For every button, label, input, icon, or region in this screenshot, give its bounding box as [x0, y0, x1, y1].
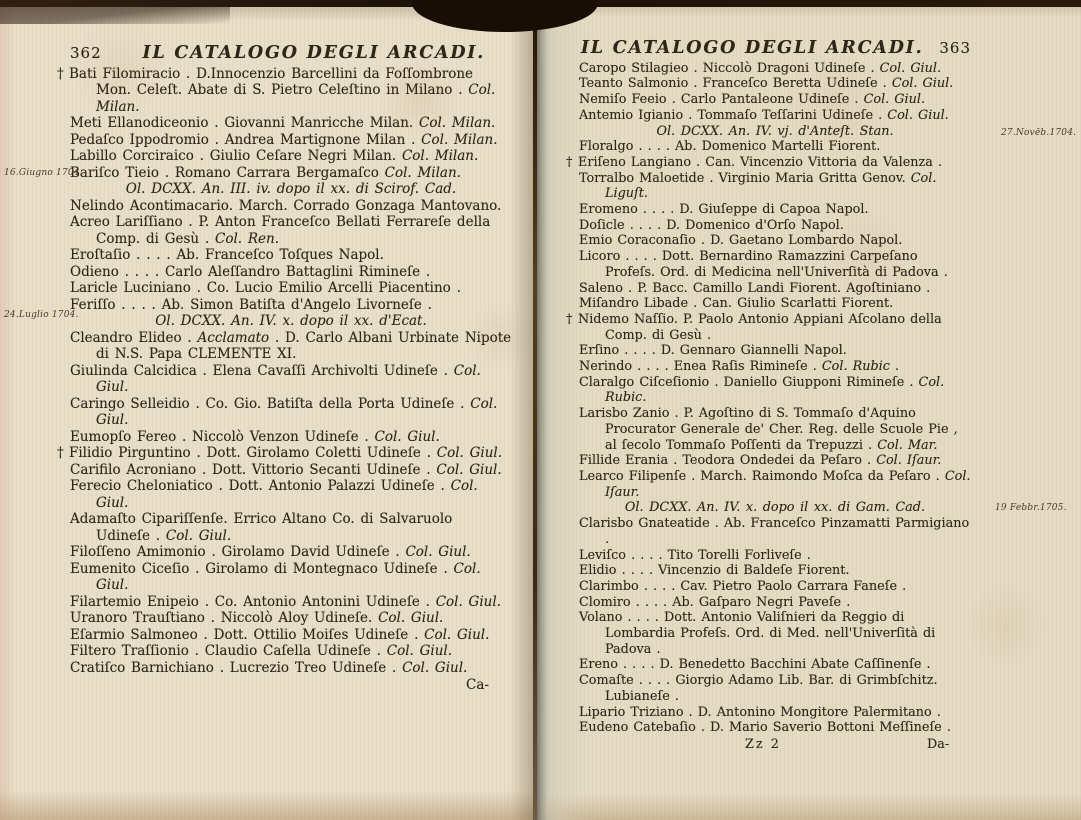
entry-text: Pedaſco Ippodromio . Andrea Martignone Milan .	[70, 131, 422, 148]
catalog-entry	[70, 297, 512, 314]
entry-text: Larisbo Zanio . P. Agoſtino di S. Tommaſo d'Aquino Procurator Generale de' Cher. Reg. delle Scuole Pie , al ſecolo Tommaſo Poſſenti da Trepuzzi .	[579, 406, 958, 453]
catalog-entry	[70, 148, 512, 165]
catalog-entry	[70, 478, 512, 511]
catalog-entry	[70, 462, 512, 479]
dagger-icon: †	[566, 311, 573, 327]
colony-abbreviation: Col. Giul.	[96, 362, 481, 395]
entry-text: Clomiro . . . . Ab. Gaſparo Negri Paveſe .	[579, 594, 851, 610]
entry-text: Eromeno . . . . D. Giuſeppe di Capoa Napol.	[579, 202, 869, 218]
left-page-footer	[70, 677, 512, 694]
entry-text: Acreo Lariſſiano . P. Anton Franceſco Bellati Ferrareſe della Comp. di Gesù .	[70, 214, 491, 247]
entry-text: Floralgo . . . . Ab. Domenico Martelli Fiorent.	[579, 139, 881, 155]
colony-abbreviation: Col. Giul.	[96, 478, 478, 511]
margin-note: 24.Luglio 1704.	[4, 310, 79, 320]
entry-text: Eumenito Ciceſio . Girolamo di Montegnaco Udineſe .	[70, 560, 454, 577]
colony-abbreviation: Col. Liguſt.	[605, 170, 937, 202]
catalog-entry	[579, 359, 971, 375]
catalog-entry	[70, 396, 512, 429]
colony-abbreviation: Col. Giul.	[378, 610, 444, 626]
entry-text: Ereno . . . . D. Benedetto Bacchini Abate Caſſinenſe .	[579, 657, 931, 673]
catalog-entry	[70, 660, 512, 677]
entry-text: Uranoro Trauſtiano . Niccolò Aloy Udineſe.	[70, 610, 379, 626]
entry-text: Nelindo Acontimacario. March. Corrado Gonzaga Mantovano.	[70, 197, 502, 214]
catalog-entry	[579, 406, 971, 453]
olympiad-section-heading: Ol. DCXX. An. III. iv. dopo il xx. di Scirof. Cad.	[125, 181, 457, 197]
catalog-entry	[579, 595, 971, 611]
entry-text: Licoro . . . . Dott. Bernardino Ramazzini Carpeſano Profeſs. Ord. di Medicina nell'Univerſità di Padova .	[579, 249, 948, 280]
entry-text: Caropo Stilagieo . Niccolò Dragoni Udineſe .	[579, 60, 880, 76]
entry-text: Giulinda Calcidica . Elena Cavaſſi Archivolti Udineſe .	[70, 362, 454, 379]
entry-text: Lipario Triziano . D. Antonino Mongitore Palermitano .	[579, 704, 941, 720]
catalog-entry	[70, 264, 512, 281]
entry-text: Leviſco . . . . Tito Torelli Forliveſe .	[579, 547, 811, 563]
entry-text: Filidio Pirguntino . Dott. Girolamo Coletti Udineſe .	[69, 445, 437, 461]
entry-text: Eumopſo Fereo . Niccolò Venzon Udineſe .	[70, 428, 375, 445]
catalog-entry	[70, 429, 512, 446]
entry-text: .	[889, 359, 900, 375]
entry-text: . D. Carlo Albani Urbinate Nipote di N.S. Papa CLEMENTE XI.	[96, 329, 512, 362]
colony-abbreviation: Col. Giul.	[891, 76, 954, 92]
catalog-entry	[70, 610, 512, 627]
catalog-entry	[57, 65, 512, 116]
colony-abbreviation: Col. Iſaur.	[876, 453, 942, 469]
olympiad-section-heading: Ol. DCXX. An. IV. vj. d'Anteſt. Stan.	[656, 123, 894, 139]
colony-abbreviation: Col. Milan.	[384, 164, 461, 181]
colony-abbreviation: Col. Giul.	[879, 60, 942, 76]
catalog-entry	[579, 108, 971, 124]
entry-text: Eudeno Catebaſio . D. Mario Saverio Bottoni Meſſineſe .	[579, 720, 951, 736]
colony-abbreviation: Col. Milan.	[401, 148, 479, 164]
colony-abbreviation: Col. Giul.	[863, 92, 926, 108]
entry-text: Cleandro Elideo .	[70, 329, 198, 346]
colony-abbreviation: Col. Rubic.	[605, 374, 945, 406]
entry-text: Torralbo Maloetide . Virginio Maria Gritta Genov.	[579, 170, 911, 186]
running-title: IL CATALOGO DEGLI ARCADI.	[580, 38, 924, 58]
margin-note: 16.Giugno 1704.	[4, 168, 83, 178]
entry-text: Eriſeno Langiano . Can. Vincenzio Vittoria da Valenza .	[578, 154, 943, 170]
catalog-entry	[70, 561, 512, 594]
entry-text: Labillo Corciraico . Giulio Ceſare Negri Milan.	[70, 148, 402, 164]
catalog-entry	[70, 280, 512, 297]
right-page	[536, 5, 1081, 820]
dagger-icon: †	[57, 65, 64, 82]
catalog-entry	[70, 363, 512, 396]
entry-text: Adamaſto Cipariſſenſe. Errico Altano Co. di Salvaruolo Udineſe .	[70, 511, 453, 544]
entry-text: Miſandro Libade . Can. Giulio Scarlatti Fiorent.	[579, 296, 894, 312]
colony-abbreviation: Col. Giul.	[96, 395, 498, 428]
catalog-entry	[566, 311, 971, 343]
catalog-entry	[579, 249, 971, 280]
entry-text: Filartemio Enipeio . Co. Antonio Antonini Udineſe .	[70, 593, 436, 610]
entry-text: Antemio Igianio . Tommaſo Teſſarini Udineſe .	[579, 107, 888, 123]
colony-abbreviation: Col. Giul.	[887, 107, 949, 123]
colony-abbreviation: Col. Giul.	[96, 560, 481, 593]
colony-abbreviation: Col. Giul.	[436, 445, 503, 461]
entry-text: Eroſtaſio . . . . Ab. Franceſco Toſques Napol.	[70, 247, 384, 263]
catalog-entry	[579, 548, 971, 564]
olympiad-section-heading: Ol. DCXX. An. IV. x. dopo il xx. d'Ecat.	[155, 313, 427, 329]
catalog-entry	[579, 202, 971, 218]
entry-text: Ferecio Cheloniatico . Dott. Antonio Palazzi Udineſe .	[70, 478, 451, 494]
catalog-entry	[579, 469, 971, 500]
entry-text: Fillide Erania . Teodora Ondedei da Peſaro .	[579, 453, 877, 469]
entry-text: Cratiſco Barnichiano . Lucrezio Treo Udineſe .	[70, 659, 403, 676]
entry-text: Filoſſeno Amimonio . Girolamo David Udineſe .	[70, 544, 406, 560]
entry-text: Nemiſo Feeio . Carlo Pantaleone Udineſe .	[579, 92, 864, 108]
catalog-entry	[579, 610, 971, 657]
entry-text: Odieno . . . . Carlo Aleſſandro Battaglini Rimineſe .	[70, 263, 431, 280]
entries-list	[566, 60, 971, 736]
margin-note: 27.Novēb.1704.	[1001, 128, 1077, 138]
running-title: IL CATALOGO DEGLI ARCADI.	[142, 43, 486, 63]
colony-abbreviation: Col. Mar.	[877, 437, 938, 453]
catalog-entry	[579, 171, 971, 202]
left-page-header	[70, 45, 512, 62]
colony-abbreviation: Col. Giul.	[435, 593, 501, 610]
catalog-entry	[579, 61, 971, 77]
entry-text: Clarimbo . . . . Cav. Pietro Paolo Carrara Faneſe .	[579, 578, 907, 594]
entry-text: Meti Ellanodiceonio . Giovanni Manricche Milan.	[70, 115, 419, 131]
entry-text: Doſicle . . . . D. Domenico d'Orſo Napol.	[579, 217, 844, 233]
entry-text: Saleno . P. Bacc. Camillo Landi Fiorent. Agoſtiniano .	[579, 280, 931, 296]
dagger-icon: †	[57, 445, 64, 461]
entry-text: Laricle Luciniano . Co. Lucio Emilio Arcelli Piacentino .	[70, 280, 461, 296]
colony-abbreviation: Acclamato	[197, 329, 270, 346]
gutter-shadow	[533, 0, 537, 820]
signature-mark: Zz 2	[745, 736, 781, 752]
catchword: Da-	[927, 736, 950, 752]
page-number: 363	[939, 39, 971, 57]
catalog-entry	[70, 132, 512, 149]
colony-abbreviation: Col. Milan.	[96, 82, 496, 115]
entry-text: Eſarmio Salmoneo . Dott. Ottilio Moiſes Udineſe .	[70, 626, 425, 643]
entry-text: Feriſſo . . . . Ab. Simon Batiſta d'Angelo Livorneſe .	[70, 296, 432, 313]
catalog-entry	[70, 247, 512, 264]
colony-abbreviation: Col. Giul.	[436, 461, 502, 478]
right-page-header	[579, 38, 971, 58]
catalog-entry	[70, 198, 512, 215]
catalog-entry	[70, 643, 512, 660]
left-page-text-column	[57, 43, 512, 694]
catalog-entry	[579, 720, 971, 736]
entry-text: Nerindo . . . . Enea Raſis Rimineſe .	[579, 359, 822, 375]
colony-abbreviation: Col. Iſaur.	[605, 468, 971, 500]
entry-text: Filtero Traſſionio . Claudio Caſella Udineſe .	[70, 643, 387, 659]
catalog-entry	[579, 375, 971, 406]
catalog-entry	[70, 544, 512, 561]
catalog-entry	[579, 218, 971, 234]
catalog-entry	[70, 511, 512, 544]
colony-abbreviation: Col. Giul.	[165, 527, 232, 544]
catalog-entry	[579, 705, 971, 721]
catalog-entry	[579, 516, 971, 547]
left-page	[0, 7, 536, 820]
catchword: Ca-	[466, 677, 489, 693]
colony-abbreviation: Col. Milan.	[418, 115, 496, 131]
entry-text: Caringo Selleidio . Co. Gio. Batiſta della Porta Udineſe .	[70, 395, 471, 412]
catalog-entry	[70, 214, 512, 247]
catalog-entry	[579, 343, 971, 359]
catalog-entry	[70, 627, 512, 644]
right-page-text-column	[566, 38, 971, 754]
entries-list	[57, 65, 512, 677]
colony-abbreviation: Col. Giul.	[424, 626, 490, 643]
catalog-entry	[579, 139, 971, 155]
entry-text: Erſino . . . . D. Gennaro Giannelli Napol.	[579, 343, 847, 359]
colony-abbreviation: Col. Giul.	[405, 544, 471, 560]
catalog-entry	[70, 594, 512, 611]
catalog-entry	[579, 233, 971, 249]
catalog-entry	[579, 673, 971, 704]
catalog-entry	[579, 579, 971, 595]
entry-text: Bati Filomiracio . D.Innocenzio Barcellini da Foſſombrone Mon. Celeſt. Abate di S. Pietro Celeſtino in Milano .	[69, 65, 474, 98]
colony-abbreviation: Col. Ren.	[215, 230, 280, 247]
catalog-entry	[579, 563, 971, 579]
entry-text: Nidemo Naſſio. P. Paolo Antonio Appiani Aſcolano della Comp. di Gesù .	[578, 311, 942, 343]
catalog-entry	[566, 154, 971, 171]
colony-abbreviation: Col. Milan.	[421, 131, 498, 148]
colony-abbreviation: Col. Giul.	[374, 428, 440, 445]
dagger-icon: †	[566, 154, 573, 170]
colony-abbreviation: Col. Giul.	[402, 659, 468, 676]
catalog-entry	[70, 330, 512, 363]
catalog-entry	[70, 165, 512, 182]
entry-text: Elidio . . . . Vincenzio di Baldeſe Fiorent.	[579, 563, 850, 579]
catalog-entry	[579, 296, 971, 312]
catalog-entry	[579, 92, 971, 108]
catalog-entry	[70, 115, 512, 132]
catalog-entry	[579, 453, 971, 469]
entry-text: Clarisbo Gnateatide . Ab. Franceſco Pinzamatti Parmigiano .	[579, 516, 970, 547]
colony-abbreviation: Col. Giul.	[386, 643, 453, 659]
entry-text: Volano . . . . Dott. Antonio Valiſnieri da Reggio di Lombardia Profeſs. Ord. di Med. nell'Univerſità di Padova .	[579, 610, 936, 657]
colony-abbreviation: Col. Rubic	[821, 359, 890, 375]
margin-note: 19 Febbr.1705.	[995, 503, 1067, 513]
entry-text: Bariſco Tieio . Romano Carrara Bergamaſco	[70, 164, 385, 181]
catalog-entry	[579, 281, 971, 297]
entry-text: Emio Coraconaſio . D. Gaetano Lombardo Napol.	[579, 233, 903, 249]
right-page-footer	[579, 737, 971, 754]
catalog-entry	[579, 657, 971, 673]
entry-text: Carifilo Acroniano . Dott. Vittorio Secanti Udineſe .	[70, 461, 437, 478]
catalog-entry	[579, 76, 971, 92]
entry-text: Learco Filipenſe . March. Raimondo Moſca da Peſaro .	[579, 468, 945, 484]
entry-text: Teanto Salmonio . Franceſco Beretta Udineſe .	[579, 76, 892, 92]
entry-text: Claralgo Ciſceſionio . Daniello Giupponi Rimineſe .	[579, 374, 919, 390]
entry-text: Comaſte . . . . Giorgio Adamo Lib. Bar. di Grimbſchitz. Lubianeſe .	[579, 673, 938, 704]
olympiad-section-heading: Ol. DCXX. An. IV. x. dopo il xx. di Gam. Cad.	[624, 500, 926, 516]
catalog-entry	[57, 445, 512, 462]
page-number: 362	[70, 44, 102, 62]
